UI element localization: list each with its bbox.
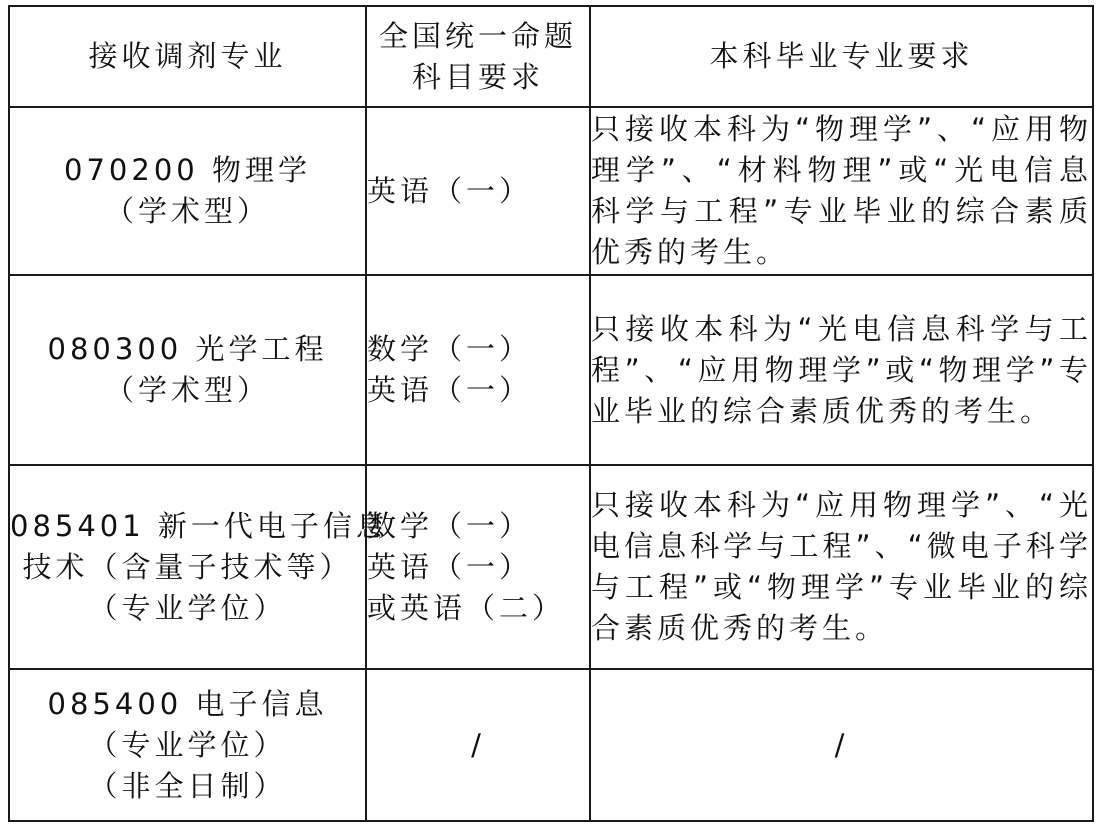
table-row — [9, 465, 1093, 669]
requirement-text: 只接收本科为“应用物理学”、“光电信息科学与工程”、“微电子科学与工程”或“物理学”专业毕业的综合素质优秀的考生。 — [591, 488, 1092, 645]
major-line: 070200 物理学 — [64, 153, 311, 187]
subject-line: 数学（一） — [367, 332, 533, 366]
subject-line: 数学（一） — [367, 508, 533, 543]
major-cell — [9, 669, 366, 821]
major-line: 085401 新一代电子信息 — [10, 508, 389, 543]
header-requirement — [590, 6, 1093, 107]
requirement-cell — [590, 669, 1093, 821]
requirement-text: 只接收本科为“物理学”、“应用物理学”、“材料物理”或“光电信息科学与工程”专业毕业的综合素质优秀的考生。 — [591, 112, 1092, 269]
table-row — [9, 669, 1093, 821]
requirement-cell — [590, 107, 1093, 275]
subject-line: / — [471, 727, 485, 762]
major-line: 080300 光学工程 — [47, 332, 328, 366]
subjects-cell — [366, 275, 590, 465]
table-header-row — [9, 6, 1093, 107]
requirement-cell — [590, 465, 1093, 669]
adjustment-requirements-table — [8, 5, 1094, 822]
table-row — [9, 107, 1093, 275]
subjects-cell — [366, 107, 590, 275]
requirement-text: / — [834, 727, 849, 762]
subject-line: 英语（一） — [367, 373, 533, 407]
major-line: （非全日制） — [88, 768, 287, 803]
header-major-line: 接收调剂专业 — [88, 39, 287, 73]
major-line: （专业学位） — [88, 590, 287, 625]
requirement-text: 只接收本科为“光电信息科学与工程”、“应用物理学”或“物理学”专业毕业的综合素质优秀的考生。 — [591, 311, 1092, 428]
major-line: （学术型） — [104, 194, 270, 228]
header-major — [9, 6, 366, 107]
subject-line: 英语（一） — [367, 173, 533, 208]
header-subjects-line: 全国统一命题 — [378, 18, 577, 53]
header-subjects-line: 科目要求 — [411, 59, 544, 94]
major-line: （专业学位） — [88, 727, 287, 762]
subjects-cell — [366, 669, 590, 821]
requirement-cell — [590, 275, 1093, 465]
major-line: 技术（含量子技术等） — [22, 549, 353, 584]
major-line: 085400 电子信息 — [47, 686, 328, 721]
major-line: （学术型） — [104, 373, 270, 407]
table-row — [9, 275, 1093, 465]
subject-line: 或英语（二） — [367, 590, 566, 625]
major-cell — [9, 275, 366, 465]
subjects-cell — [366, 465, 590, 669]
major-cell — [9, 465, 389, 669]
major-cell — [9, 107, 366, 275]
subject-line: 英语（一） — [367, 549, 533, 584]
header-requirement-line: 本科毕业专业要求 — [709, 39, 974, 73]
header-subjects — [366, 6, 590, 107]
